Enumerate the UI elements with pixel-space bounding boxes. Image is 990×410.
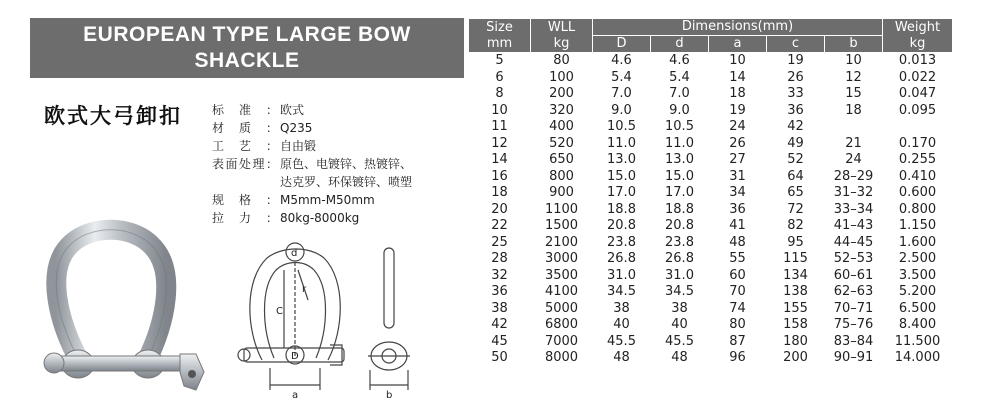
table-cell: 0.013 <box>898 53 937 68</box>
table-cell: 95 <box>787 234 804 250</box>
table-cell: 31–32 <box>833 185 874 200</box>
table-cell: 5.4 <box>611 69 632 85</box>
spec-row <box>212 155 412 173</box>
table-cell: 32 <box>491 267 508 283</box>
spec-value: 欧式 <box>280 103 305 117</box>
table-cell: 11.500 <box>894 333 941 349</box>
table-cell: 31.0 <box>607 267 636 283</box>
table-cell: 9.0 <box>611 102 632 118</box>
table-row <box>469 119 953 136</box>
header-dim-D: D <box>593 36 651 53</box>
table-cell: 26.8 <box>665 251 694 266</box>
table-cell: 180 <box>783 333 808 349</box>
table-cell: 1100 <box>544 201 579 217</box>
table-row <box>469 350 953 367</box>
table-cell: 7000 <box>544 333 579 349</box>
table-cell: 0.022 <box>898 69 937 85</box>
table-cell: 87 <box>729 333 746 349</box>
table-cell: 41–43 <box>833 218 874 233</box>
table-cell: 31.0 <box>665 267 694 283</box>
table-cell: 10.5 <box>607 119 636 134</box>
banner-line-2: SHACKLE <box>194 49 300 72</box>
table-cell: 0.800 <box>898 201 937 217</box>
table-cell: 138 <box>783 284 808 299</box>
table-row <box>469 334 953 351</box>
label-a: a <box>292 390 299 401</box>
table-cell: 134 <box>783 267 808 283</box>
table-cell: 4100 <box>544 284 579 299</box>
header-size-label: Size <box>486 19 513 35</box>
table-cell: 5.4 <box>669 69 690 85</box>
table-cell: 10.5 <box>665 119 694 134</box>
table-cell: 5 <box>495 53 504 68</box>
table-cell: 19 <box>729 102 746 118</box>
table-cell: 33–34 <box>833 201 874 217</box>
header-dimensions: Dimensions(mm) <box>593 19 883 36</box>
spec-label: 材 质 ： <box>212 121 278 135</box>
table-cell: 11 <box>491 119 508 134</box>
spec-value: 自由锻 <box>280 139 317 153</box>
table-cell: 10 <box>491 102 508 118</box>
table-cell: 7.0 <box>611 86 632 101</box>
table-cell: 0.255 <box>898 152 937 167</box>
table-cell: 0.600 <box>898 185 937 200</box>
table-cell: 11.0 <box>665 135 694 151</box>
table-cell: 64 <box>787 168 804 184</box>
table-cell: 10 <box>845 53 862 68</box>
table-cell: 12 <box>845 69 862 85</box>
spec-row <box>212 191 412 209</box>
table-cell: 14.000 <box>894 350 941 365</box>
table-cell: 8 <box>495 86 504 101</box>
header-size-unit: mm <box>486 35 513 51</box>
table-cell: 33 <box>787 86 804 101</box>
table-cell: 38 <box>613 300 630 316</box>
table-cell: 1.150 <box>898 218 937 233</box>
table-cell: 22 <box>491 218 508 233</box>
table-cell: 90–91 <box>833 350 874 365</box>
table-cell: 400 <box>549 119 574 134</box>
shackle-photo <box>28 212 218 402</box>
table-row <box>469 218 953 235</box>
table-cell: 18 <box>491 185 508 200</box>
table-cell: 38 <box>671 300 688 316</box>
table-row <box>469 169 953 186</box>
table-row <box>469 301 953 318</box>
table-cell: 24 <box>845 152 862 167</box>
table-row <box>469 70 953 87</box>
table-row <box>469 185 953 202</box>
table-cell: 18.8 <box>607 201 636 217</box>
header-weight <box>883 19 953 53</box>
header-dim-a: a <box>709 36 767 53</box>
spec-table <box>468 18 953 367</box>
table-cell: 40 <box>671 317 688 332</box>
table-cell: 0.410 <box>898 168 937 184</box>
table-cell: 55 <box>729 251 746 266</box>
table-cell: 45.5 <box>607 333 636 349</box>
table-cell: 21 <box>845 135 862 151</box>
table-cell: 18.8 <box>665 201 694 217</box>
table-cell: 8.400 <box>898 317 937 332</box>
table-cell: 800 <box>549 168 574 184</box>
table-cell: 3000 <box>544 251 579 266</box>
table-cell: 28 <box>491 251 508 266</box>
table-row <box>469 152 953 169</box>
table-cell: 70–71 <box>833 300 874 316</box>
table-cell: 11.0 <box>607 135 636 151</box>
label-c: C <box>276 306 283 317</box>
header-dim-d: d <box>651 36 709 53</box>
spec-label: 标 准 ： <box>212 103 278 117</box>
table-cell: 0.047 <box>898 86 937 101</box>
table-cell: 50 <box>491 350 508 365</box>
table-cell: 16 <box>491 168 508 184</box>
label-b: b <box>386 390 393 401</box>
table-cell <box>825 119 883 136</box>
header-dim-b: b <box>825 36 883 53</box>
header-weight-unit: kg <box>909 35 926 51</box>
table-cell: 20 <box>491 201 508 217</box>
table-cell: 36 <box>729 201 746 217</box>
table-row <box>469 317 953 334</box>
table-cell: 115 <box>783 251 808 266</box>
spec-label: 拉 力 ： <box>212 211 278 225</box>
table-cell: 200 <box>549 86 574 101</box>
table-cell: 31 <box>729 168 746 184</box>
table-row <box>469 251 953 268</box>
table-cell: 74 <box>729 300 746 316</box>
table-cell: 70 <box>729 284 746 299</box>
spec-value: Q235 <box>280 121 313 135</box>
table-cell: 72 <box>787 201 804 217</box>
table-cell: 45.5 <box>665 333 694 349</box>
table-cell: 15.0 <box>607 168 636 184</box>
table-cell: 96 <box>729 350 746 365</box>
table-cell: 6.500 <box>898 300 937 316</box>
table-cell: 5.200 <box>898 284 937 299</box>
spec-value: 原色、电镀锌、热镀锌、 <box>280 157 413 171</box>
table-cell: 45 <box>491 333 508 349</box>
table-cell: 25 <box>491 234 508 250</box>
table-cell: 23.8 <box>665 234 694 250</box>
header-dim-c: c <box>767 36 825 53</box>
table-row <box>469 103 953 120</box>
table-cell: 80 <box>553 53 570 68</box>
table-cell: 0.095 <box>898 102 937 118</box>
table-cell: 1.600 <box>898 234 937 250</box>
table-cell: 13.0 <box>665 152 694 167</box>
front-view-drawing <box>232 240 357 405</box>
table-cell: 158 <box>783 317 808 332</box>
table-cell: 48 <box>613 350 630 365</box>
table-cell: 38 <box>491 300 508 316</box>
table-cell: 20.8 <box>607 218 636 233</box>
table-cell: 26.8 <box>607 251 636 266</box>
banner-line-1: EUROPEAN TYPE LARGE BOW <box>83 23 411 46</box>
table-cell: 36 <box>787 102 804 118</box>
table-cell: 52–53 <box>833 251 874 266</box>
table-cell: 1500 <box>544 218 579 233</box>
spec-row <box>212 209 412 227</box>
table-cell: 62–63 <box>833 284 874 299</box>
table-cell: 650 <box>549 152 574 167</box>
table-cell: 26 <box>729 135 746 151</box>
table-cell: 13.0 <box>607 152 636 167</box>
table-cell: 15 <box>845 86 862 101</box>
table-cell: 34.5 <box>665 284 694 299</box>
spec-row <box>212 101 412 119</box>
spec-row <box>212 137 412 155</box>
table-cell <box>883 119 953 136</box>
table-cell: 8000 <box>544 350 579 365</box>
table-cell: 80 <box>729 317 746 332</box>
table-cell: 60–61 <box>833 267 874 283</box>
spec-value: M5mm-M50mm <box>280 193 375 207</box>
table-cell: 41 <box>729 218 746 233</box>
table-cell: 4.6 <box>611 53 632 68</box>
spec-label: 规 格 ： <box>212 193 278 207</box>
table-cell: 52 <box>787 152 804 167</box>
table-body <box>469 53 953 367</box>
spec-label: 表 面 处 理 ： <box>212 157 278 171</box>
label-d: d <box>291 248 298 259</box>
table-row <box>469 268 953 285</box>
table-cell: 24 <box>729 119 746 134</box>
table-cell: 36 <box>491 284 508 299</box>
spec-value-continued: 达克罗、环保镀锌、喷塑 <box>280 175 413 189</box>
table-cell: 900 <box>549 185 574 200</box>
table-cell: 3500 <box>544 267 579 283</box>
header-wll-label: WLL <box>547 19 576 35</box>
chinese-title: 欧式大弓卸扣 <box>44 104 182 128</box>
table-cell: 320 <box>549 102 574 118</box>
table-cell: 0.170 <box>898 135 937 151</box>
table-cell: 49 <box>787 135 804 151</box>
table-cell: 18 <box>845 102 862 118</box>
table-cell: 19 <box>787 53 804 68</box>
table-cell: 23.8 <box>607 234 636 250</box>
header-size <box>469 19 531 53</box>
table-row <box>469 202 953 219</box>
table-cell: 75–76 <box>833 317 874 332</box>
table-cell: 42 <box>787 119 804 134</box>
table-cell: 17.0 <box>665 185 694 200</box>
table-cell: 42 <box>491 317 508 332</box>
table-cell: 83–84 <box>833 333 874 349</box>
table-cell: 15.0 <box>665 168 694 184</box>
spec-list <box>212 101 412 227</box>
table-cell: 34.5 <box>607 284 636 299</box>
table-row <box>469 235 953 252</box>
table-cell: 5000 <box>544 300 579 316</box>
table-cell: 2100 <box>544 234 579 250</box>
table-cell: 60 <box>729 267 746 283</box>
table-row <box>469 86 953 103</box>
table-cell: 7.0 <box>669 86 690 101</box>
table-cell: 17.0 <box>607 185 636 200</box>
table-cell: 200 <box>783 350 808 365</box>
header-wll <box>531 19 593 53</box>
table-cell: 2.500 <box>898 251 937 266</box>
table-cell: 3.500 <box>898 267 937 283</box>
table-cell: 155 <box>783 300 808 316</box>
table-cell: 28–29 <box>833 168 874 184</box>
table-cell: 18 <box>729 86 746 101</box>
header-weight-label: Weight <box>894 19 941 35</box>
label-r: r <box>302 284 307 295</box>
table-cell: 27 <box>729 152 746 167</box>
table-cell: 14 <box>491 152 508 167</box>
table-row <box>469 53 953 70</box>
spec-label: 工 艺 ： <box>212 139 278 153</box>
table-cell: 12 <box>491 135 508 151</box>
table-cell: 26 <box>787 69 804 85</box>
table-cell: 48 <box>671 350 688 365</box>
table-cell: 48 <box>729 234 746 250</box>
table-cell: 44–45 <box>833 234 874 250</box>
table-row <box>469 136 953 153</box>
table-cell: 65 <box>787 185 804 200</box>
header-wll-unit: kg <box>553 35 570 51</box>
table-cell: 82 <box>787 218 804 233</box>
table-cell: 6800 <box>544 317 579 332</box>
table-cell: 14 <box>729 69 746 85</box>
table-cell: 6 <box>495 69 504 85</box>
table-cell: 10 <box>729 53 746 68</box>
table-cell: 20.8 <box>665 218 694 233</box>
table-cell: 9.0 <box>669 102 690 118</box>
label-big-d: D <box>291 351 299 362</box>
table-cell: 100 <box>549 69 574 85</box>
spec-row <box>212 119 412 137</box>
table-cell: 520 <box>549 135 574 151</box>
table-row <box>469 284 953 301</box>
table-cell: 40 <box>613 317 630 332</box>
title-banner <box>30 18 464 78</box>
table-cell: 34 <box>729 185 746 200</box>
spec-value: 80kg-8000kg <box>280 211 360 225</box>
side-view-drawing <box>358 240 418 405</box>
table-cell: 4.6 <box>669 53 690 68</box>
